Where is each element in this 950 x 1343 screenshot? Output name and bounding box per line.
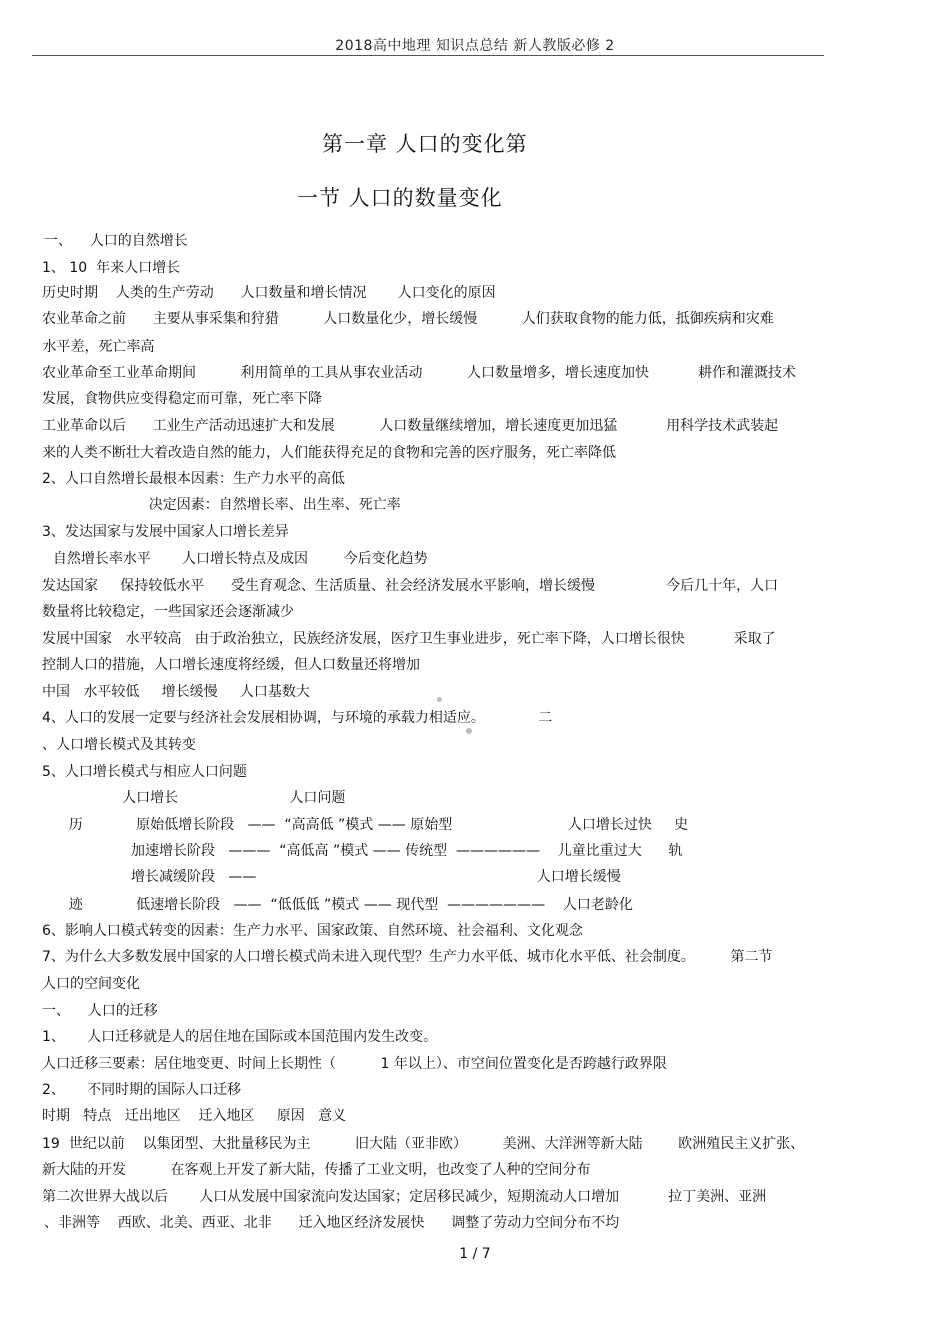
text-line: 数量将比较稳定，一些国家还会逐渐减少 xyxy=(42,604,294,620)
text-line: 水平差，死亡率高 xyxy=(38,339,155,355)
text-line: 发展中国家 水平较高 由于政治独立，民族经济发展，医疗卫生事业进步，死亡率下降，人口增长很快 采取了 xyxy=(42,631,776,647)
text-line: 人口的空间变化 xyxy=(42,976,140,992)
text-line: 4、人口的发展一定要与经济社会发展相协调，与环境的承载力相适应。 二 xyxy=(42,710,553,726)
text-line: 6、影响人口模式转变的因素：生产力水平、国家政策、自然环境、社会福利、文化观念 xyxy=(42,923,583,939)
watermark-dot xyxy=(437,697,442,702)
watermark-dot xyxy=(466,728,472,734)
text-line: 决定因素：自然增长率、出生率、死亡率 xyxy=(42,497,401,513)
text-line: 新大陆的开发 在客观上开发了新大陆，传播了工业文明，也改变了人种的空间分布 xyxy=(42,1162,591,1178)
text-line: 中国 水平较低 增长缓慢 人口基数大 xyxy=(42,684,310,700)
text-line: 历 原始低增长阶段 —— “高高低 ”模式 —— 原始型 人口增长过快 史 xyxy=(42,817,689,833)
text-line: 历史时期 人类的生产劳动 人口数量和增长情况 人口变化的原因 xyxy=(42,285,496,301)
text-line: 人口增长 人口问题 xyxy=(42,790,346,806)
text-line: 2、人口自然增长最根本因素：生产力水平的高低 xyxy=(42,471,345,487)
text-line: 第二次世界大战以后 人口从发展中国家流向发达国家；定居移民减少，短期流动人口增加 拉丁美洲、亚洲 xyxy=(42,1189,767,1205)
text-line: 5、人口增长模式与相应人口问题 xyxy=(42,764,247,780)
text-line: 发达国家 保持较低水平 受生育观念、生活质量、社会经济发展水平影响，增长缓慢 今后几十年，人口 xyxy=(42,578,779,594)
text-line: 3、发达国家与发展中国家人口增长差异 xyxy=(42,524,289,540)
text-line: 来的人类不断壮大着改造自然的能力，人们能获得充足的食物和完善的医疗服务，死亡率降低 xyxy=(42,445,616,461)
text-line: 时期 特点 迁出地区 迁入地区 原因 意义 xyxy=(42,1108,347,1124)
header-rule xyxy=(32,55,824,56)
text-line: 农业革命之前 主要从事采集和狩猎 人口数量化少，增长缓慢 人们获取食物的能力低，抵御疾病和灾难 xyxy=(42,311,774,327)
text-line: 一、 人口的迁移 xyxy=(42,1003,158,1019)
text-line: 19 世纪以前 以集团型、大批量移民为主 旧大陆（亚非欧） 美洲、大洋洲等新大陆 欧洲殖民主义扩张、 xyxy=(42,1136,805,1152)
page-number: 1 / 7 xyxy=(459,1246,491,1262)
chapter-title: 第一章 人口的变化第 xyxy=(322,132,528,156)
text-line: 农业革命至工业革命期间 利用简单的工具从事农业活动 人口数量增多，增长速度加快 耕作和灌溉技术 xyxy=(42,365,796,381)
text-line: 工业革命以后 工业生产活动迅速扩大和发展 人口数量继续增加，增长速度更加迅猛 用科学技术武装起 xyxy=(42,418,779,434)
text-line: 一、 人口的自然增长 xyxy=(44,233,188,249)
text-line: 发展，食物供应变得稳定而可靠，死亡率下降 xyxy=(42,391,322,407)
text-line: 加速增长阶段 ——— “高低高 ”模式 —— 传统型 —————— 儿童比重过大 轨 xyxy=(42,843,683,859)
text-line: 控制人口的措施，人口增长速度将经缓，但人口数量还将增加 xyxy=(42,657,420,673)
page-header: 2018高中地理 知识点总结 新人教版必修 2 xyxy=(335,38,615,54)
text-line: 1、 10 年来人口增长 xyxy=(42,260,181,276)
text-line: 迹 低速增长阶段 —— “低低低 ”模式 —— 现代型 ——————— 人口老龄化 xyxy=(42,897,633,913)
text-line: 人口迁移三要素：居住地变更、时间上长期性（ 1 年以上）、市空间位置变化是否跨越行政界限 xyxy=(42,1056,667,1072)
text-line: 、非洲等 西欧、北美、西亚、北非 迁入地区经济发展快 调整了劳动力空间分布不均 xyxy=(44,1215,620,1231)
text-line: 2、 不同时期的国际人口迁移 xyxy=(42,1082,242,1098)
text-line: 、人口增长模式及其转变 xyxy=(42,737,196,753)
text-line: 7、为什么大多数发展中国家的人口增长模式尚未进入现代型？生产力水平低、城市化水平低、社会制度。 第二节 xyxy=(42,949,773,965)
text-line: 1、 人口迁移就是人的居住地在国际或本国范围内发生改变。 xyxy=(42,1029,438,1045)
section-title: 一节 人口的数量变化 xyxy=(297,186,503,210)
text-line: 增长减缓阶段 —— 人口增长缓慢 xyxy=(42,869,621,885)
text-line: 自然增长率水平 人口增长特点及成因 今后变化趋势 xyxy=(44,551,428,567)
